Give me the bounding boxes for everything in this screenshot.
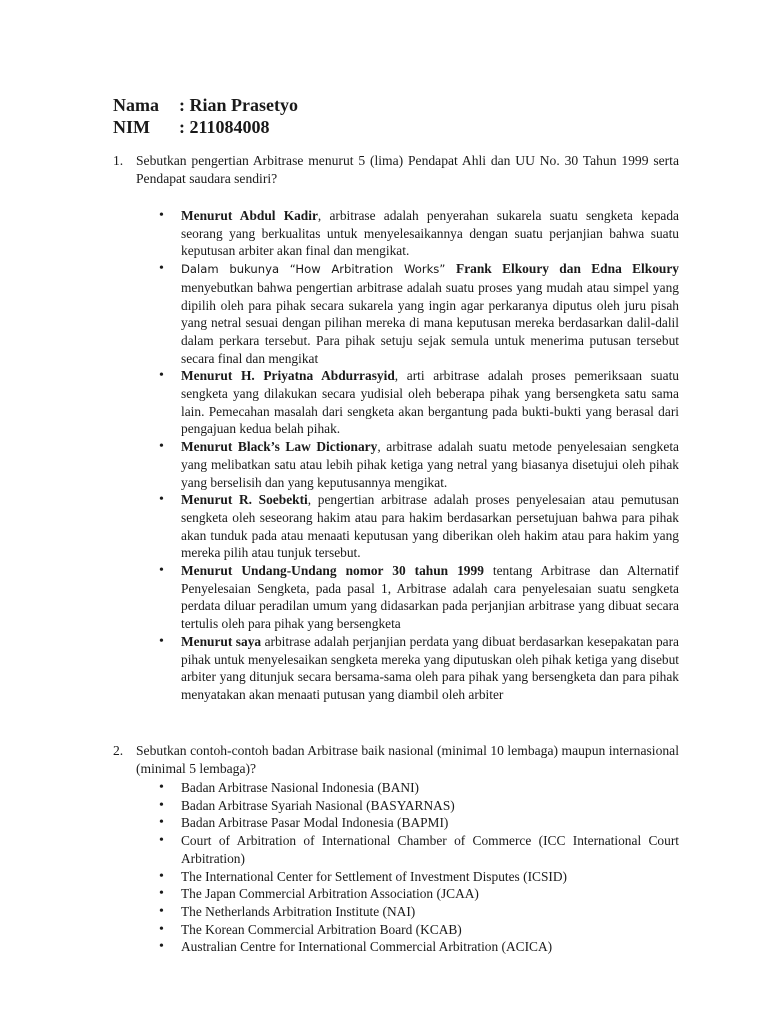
author-name: Menurut Undang-Undang nomor 30 tahun 1999 [181,563,484,579]
definition-text: , pengertian arbitrase adalah proses penyelesaian atau pemutusan sengketa oleh seseorang hakim atau para hakim berdasarkan persetujuan bahwa para pihak akan tunduk pada atau menaati keputusan yang diberikan oleh hakim atau para hakim yang mereka pilih atau tunjuk tersebut. [181,492,679,561]
name-value: : Rian Prasetyo [179,95,298,115]
definition-text: tentang Arbitrase dan Alternatif Penyelesaian Sengketa, pada pasal 1, Arbitrase adalah cara penyelesaian suatu sengketa perdata diluar peradilan umum yang didasarkan pada perjanjian arbitrase yang dibuat secara tertulis oleh para pihak yang bersengketa [181,563,679,632]
list-item [159,562,679,633]
list-item: • Badan Arbitrase Syariah Nasional (BASYARNAS) [159,797,679,815]
question-2 [113,742,679,778]
list-item [159,633,679,704]
name-label: Nama [113,95,159,115]
author-name: Menurut Black’s Law Dictionary [181,439,378,455]
list-item: • The Korean Commercial Arbitration Board (KCAB) [159,921,679,939]
author-name: Menurut R. Soebekti [181,492,308,508]
list-item: • Badan Arbitrase Pasar Modal Indonesia (BAPMI) [159,814,679,832]
list-item: • The Japan Commercial Arbitration Association (JCAA) [159,885,679,903]
nim-line [113,117,270,137]
definition-text: , arti arbitrase adalah proses pemeriksaan suatu sengketa yang dilakukan secara yudisial oleh beberapa pihak yang bersengketa satu sama lain. Pemecahan masalah dari sengketa akan bergantung pada bukti-bukti yang berasal dari pengajuan kedua belah pihak. [181,368,679,437]
list-item: • Court of Arbitration of International Chamber of Commerce (ICC International Court Arbitration) [159,832,679,867]
list-item [159,367,679,438]
question-text: Sebutkan contoh-contoh badan Arbitrase baik nasional (minimal 10 lembaga) maupun internasional (minimal 5 lembaga)? [136,743,679,776]
institutions-list [159,779,679,956]
question-text: Sebutkan pengertian Arbitrase menurut 5 (lima) Pendapat Ahli dan UU No. 30 Tahun 1999 serta Pendapat saudara sendiri? [136,153,679,186]
list-item [159,207,679,260]
definition-text: , arbitrase adalah suatu metode penyelesaian sengketa yang melibatkan satu atau lebih pihak ketiga yang netral yang biasanya disetujui oleh pihak yang berselisih dan yang keputusannya mengikat. [181,439,679,490]
definition-text: , arbitrase adalah penyerahan sukarela suatu sengketa kepada seorang yang berkualitas untuk menyelesaikannya dengan suatu perjanjian bahwa suatu keputusan arbiter akan final dan mengikat. [181,208,679,259]
list-item [159,438,679,491]
definition-text: menyebutkan bahwa pengertian arbitrase adalah suatu proses yang mudah atau simpel yang dipilih oleh para pihak secara sukarela yang ingin agar perkaranya diputus oleh juru pisah yang netral sesuai dengan pilihan mereka di mana keputusan mereka berdasarkan dalil-dalil dalam perkara tersebut. Para pihak setuju sejak semula untuk menerima putusan tersebut secara final dan mengikat [181,279,679,366]
list-item: • Badan Arbitrase Nasional Indonesia (BANI) [159,779,679,797]
nim-value: : 211084008 [179,117,270,137]
definition-text: arbitrase adalah perjanjian perdata yang dibuat berdasarkan kesepakatan para pihak untuk menyelesaikan sengketa mereka yang diputuskan oleh pihak ketiga yang disebut arbiter yang ditunjuk secara bersama-sama oleh para pihak yang bersengketa dan para pihak menyatakan akan menaati putusan yang diambil oleh arbiter [181,633,679,702]
nim-label: NIM [113,117,150,137]
author-name: Menurut saya [181,633,262,649]
author-name: Frank Elkoury dan Edna Elkoury [456,261,679,277]
question-number: 2. [113,743,124,758]
list-item: • Australian Centre for International Commercial Arbitration (ACICA) [159,938,679,956]
list-item [159,491,679,562]
question-1 [113,152,679,188]
author-name: Menurut H. Priyatna Abdurrasyid [181,368,395,384]
list-item: • The International Center for Settlement of Investment Disputes (ICSID) [159,868,679,886]
question-number: 1. [113,153,124,168]
definitions-list [159,207,679,704]
author-name: Menurut Abdul Kadir [181,208,318,223]
list-item: • The Netherlands Arbitration Institute (NAI) [159,903,679,921]
name-line [113,95,298,115]
lead-text: Dalam bukunya “How Arbitration Works” [181,262,457,277]
list-item [159,260,679,367]
